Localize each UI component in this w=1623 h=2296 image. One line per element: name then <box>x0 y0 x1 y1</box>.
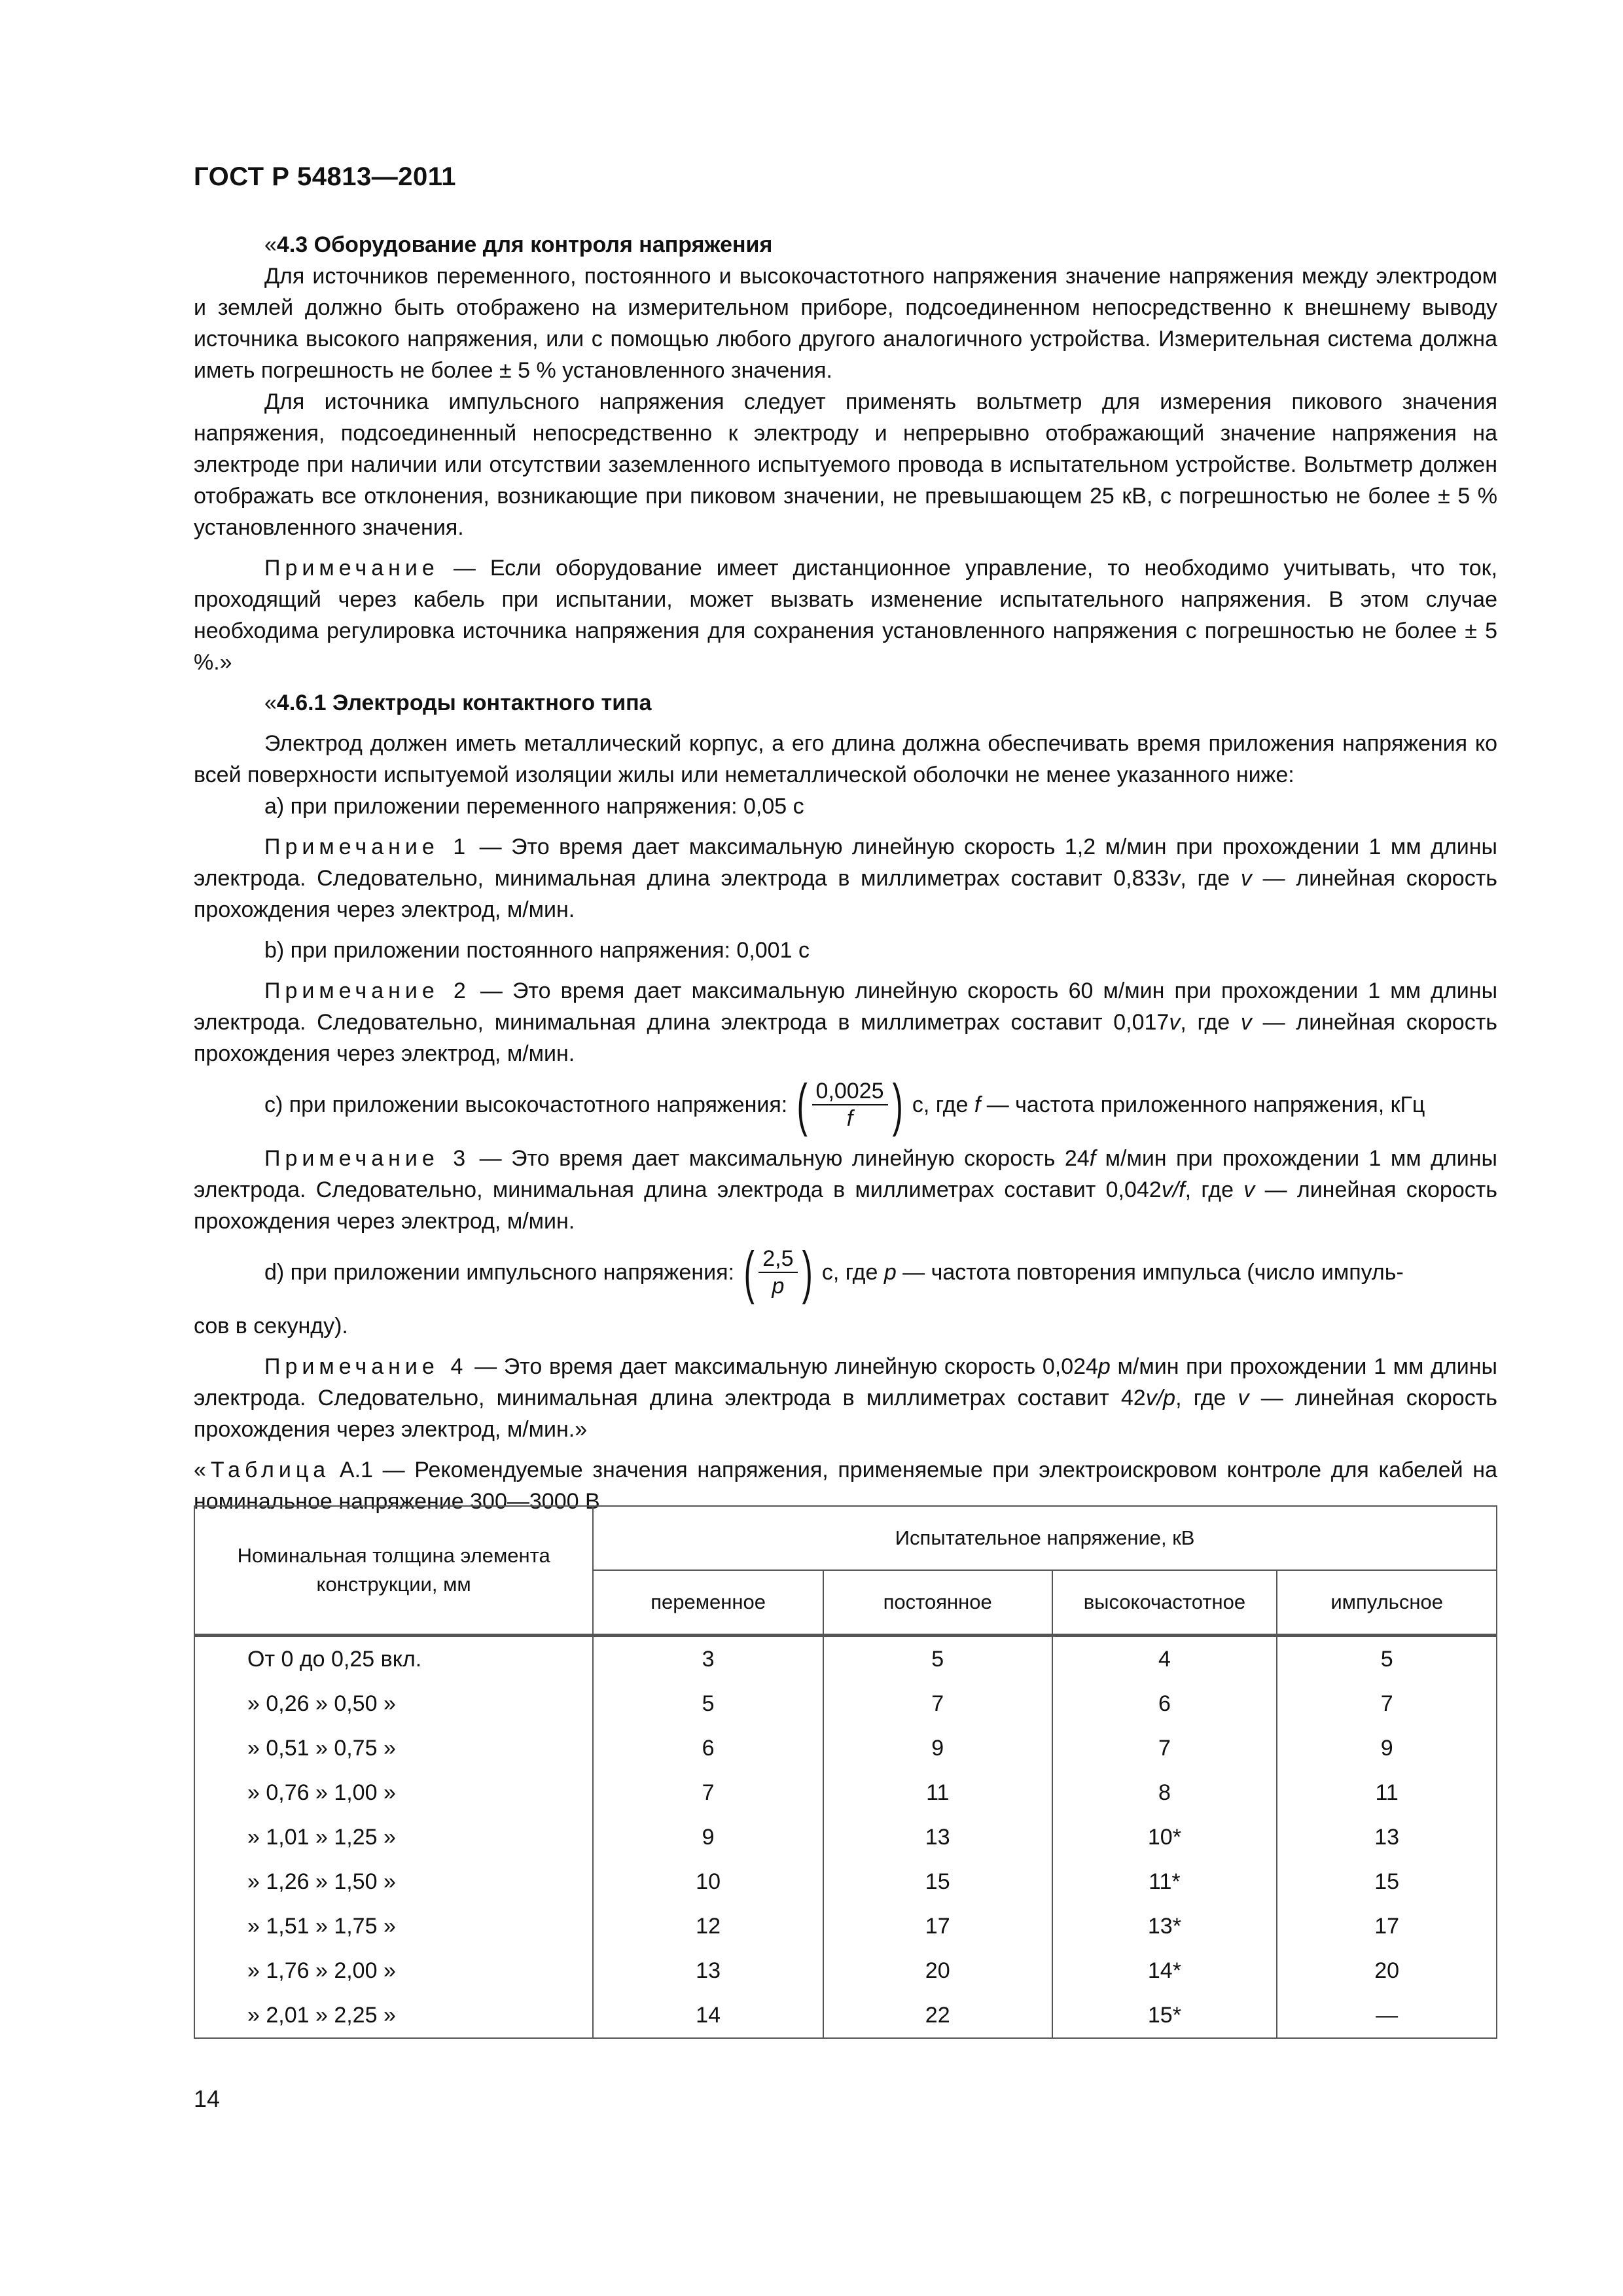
column-header-dc: постоянное <box>823 1570 1052 1636</box>
left-paren-icon: ( <box>796 1072 808 1137</box>
table-row <box>194 1993 1497 2038</box>
cell-dc: 20 <box>823 1948 1052 1993</box>
note-3-label: Примечание 3 <box>264 1146 471 1171</box>
fraction <box>758 1246 797 1299</box>
document-body <box>194 229 1497 1517</box>
section-4-6-1-paragraph: Электрод должен иметь металлический корпус, а его длина должна обеспечивать время приложения напряжения ко всей поверхности испытуемой изоляции жилы или неметаллической оболочки не менее указанного ниже: <box>194 731 1497 787</box>
note-3 <box>194 1143 1497 1237</box>
cell-range: » 1,51 » 1,75 » <box>194 1904 593 1948</box>
table-row <box>194 1636 1497 1682</box>
item-c-tail-text: с, где <box>912 1092 974 1117</box>
section-4-6-1-title <box>194 687 1497 719</box>
cell-hf: 15* <box>1052 1993 1277 2038</box>
item-d-fraction <box>740 1240 817 1304</box>
item-d <box>194 1240 1497 1304</box>
column-header-hf: высокочастотное <box>1052 1570 1277 1636</box>
cell-ac: 6 <box>593 1726 823 1770</box>
cell-range: » 0,26 » 0,50 » <box>194 1681 593 1726</box>
quote-mark: « <box>264 691 277 715</box>
cell-dc: 5 <box>823 1636 1052 1682</box>
note-4-label: Примечание 4 <box>264 1354 468 1379</box>
section-4-3-paragraph-2: Для источника импульсного напряжения следует применять вольтметр для измерения пикового значения напряжения, подсоединенный непосредственно к электроду и непрерывно отображающий значение напряжения на электроде при наличии или отсутствии заземленного испытуемого провода в испытательном устройстве. Вольтметр должен отображать все отклонения, возникающие при пиковом значении, не превышающем 25 кВ, с погрешностью не более ± 5 % установленного значения. <box>194 389 1497 540</box>
cell-hf: 14* <box>1052 1948 1277 1993</box>
cell-hf: 13* <box>1052 1904 1277 1948</box>
table-row <box>194 1726 1497 1770</box>
fraction-numerator: 2,5 <box>758 1246 797 1273</box>
table-caption-label: «Таблица <box>194 1458 330 1482</box>
var-p: p <box>1097 1354 1111 1379</box>
table-row <box>194 1948 1497 1993</box>
cell-hf: 10* <box>1052 1815 1277 1859</box>
right-paren-icon: ) <box>802 1240 813 1304</box>
cell-dc: 7 <box>823 1681 1052 1726</box>
table-row <box>194 1681 1497 1726</box>
cell-ac: 13 <box>593 1948 823 1993</box>
note-1-text: — Это время дает максимальную линейную скорость 1,2 м/мин при прохождении 1 мм длины электрода. Следовательно, минимальная длина электрода в миллиметрах составит 0,833 <box>194 834 1497 891</box>
var-v: v <box>1243 1177 1255 1202</box>
cell-hf: 6 <box>1052 1681 1277 1726</box>
voltage-table <box>194 1505 1497 2039</box>
fraction-numerator: 0,0025 <box>812 1078 888 1105</box>
var-v: v <box>1240 866 1252 891</box>
page-number: 14 <box>194 2085 221 2112</box>
item-d-continuation: сов в секунду). <box>194 1314 348 1338</box>
section-4-3-heading: 4.3 Оборудование для контроля напряжения <box>276 232 773 257</box>
cell-ac: 3 <box>593 1636 823 1682</box>
note-3-text: — линейная скорость прохождения через электрод, м/мин. <box>194 1177 1498 1234</box>
var-v: v <box>1240 1010 1252 1035</box>
cell-range: От 0 до 0,25 вкл. <box>194 1636 593 1682</box>
cell-dc: 22 <box>823 1993 1052 2038</box>
item-d-lead: d) при приложении импульсного напряжения: <box>264 1260 734 1285</box>
cell-ac: 10 <box>593 1859 823 1904</box>
note-4-text: м/мин при прохождении 1 мм длины электрода. Следовательно, минимальная длина электрода в миллиметрах составит 42 <box>194 1354 1497 1410</box>
section-4-3-title <box>194 229 1497 260</box>
cell-dc: 11 <box>823 1770 1052 1815</box>
fraction <box>812 1078 888 1132</box>
var-p: p <box>883 1260 897 1285</box>
section-4-6-1-heading: 4.6.1 Электроды контактного типа <box>276 691 652 715</box>
var-vp: v/p <box>1145 1386 1176 1410</box>
note-text: — Если оборудование имеет дистанционное управление, то необходимо учитывать, что ток, проходящий через кабель при испытании, может вызвать изменение испытательного напряжения. В этом случае необходима регулировка источника напряжения для сохранения установленного напряжения с погрешностью не более ± 5 %.» <box>194 556 1497 675</box>
note-2-label: Примечание 2 <box>264 978 471 1003</box>
item-d-tail <box>822 1257 1404 1288</box>
cell-hf: 8 <box>1052 1770 1277 1815</box>
note-2-text: , где <box>1180 1010 1241 1035</box>
note-4-text: — Это время дает максимальную линейную скорость 0,024 <box>467 1354 1098 1379</box>
cell-range: » 0,51 » 0,75 » <box>194 1726 593 1770</box>
item-d-tail-text: — частота повторения импульса (число импуль- <box>896 1260 1404 1285</box>
item-b: b) при приложении постоянного напряжения: 0,001 с <box>264 938 810 963</box>
item-c-tail <box>912 1089 1425 1121</box>
note-4-text: , где <box>1175 1386 1238 1410</box>
note-1-text: — линейная скорость прохождения через электрод, м/мин. <box>194 866 1498 922</box>
cell-ac: 9 <box>593 1815 823 1859</box>
item-d-tail-text: с, где <box>821 1260 884 1285</box>
cell-range: » 2,01 » 2,25 » <box>194 1993 593 2038</box>
var-v: v <box>1238 1386 1249 1410</box>
column-header-imp: импульсное <box>1277 1570 1497 1636</box>
cell-range: » 1,01 » 1,25 » <box>194 1815 593 1859</box>
cell-dc: 15 <box>823 1859 1052 1904</box>
cell-range: » 1,26 » 1,50 » <box>194 1859 593 1904</box>
cell-dc: 17 <box>823 1904 1052 1948</box>
column-header-group: Испытательное напряжение, кВ <box>593 1506 1497 1570</box>
quote-mark: « <box>264 232 277 257</box>
cell-imp: 5 <box>1277 1636 1497 1682</box>
cell-imp: 13 <box>1277 1815 1497 1859</box>
note-2 <box>194 975 1497 1069</box>
table-row <box>194 1859 1497 1904</box>
var-v: v <box>1169 1010 1181 1035</box>
table-row <box>194 1770 1497 1815</box>
cell-imp: 15 <box>1277 1859 1497 1904</box>
cell-imp: 9 <box>1277 1726 1497 1770</box>
note-2-text: — Это время дает максимальную линейную скорость 60 м/мин при прохождении 1 мм длины электрода. Следовательно, минимальная длина электрода в миллиметрах составит 0,017 <box>194 978 1498 1035</box>
note-1 <box>194 831 1497 925</box>
note-4-text: — линейная скорость прохождения через электрод, м/мин.» <box>194 1386 1497 1442</box>
cell-hf: 11* <box>1052 1859 1277 1904</box>
var-f: f <box>974 1092 981 1117</box>
note-3-text: — Это время дает максимальную линейную скорость 24 <box>470 1146 1090 1171</box>
cell-ac: 12 <box>593 1904 823 1948</box>
cell-ac: 5 <box>593 1681 823 1726</box>
section-4-3-note <box>194 552 1497 678</box>
cell-range: » 0,76 » 1,00 » <box>194 1770 593 1815</box>
section-4-3-paragraph-1: Для источников переменного, постоянного и высокочастотного напряжения значение напряжения между электродом и землей должно быть отображено на измерительном приборе, подсоединенном непосредственно к внешнему выводу источника высокого напряжения, или с помощью любого другого аналогичного устройства. Измерительная система должна иметь погрешность не более ± 5 % установленного значения. <box>194 264 1497 383</box>
cell-hf: 7 <box>1052 1726 1277 1770</box>
item-c-lead: c) при приложении высокочастотного напряжения: <box>264 1092 788 1117</box>
item-c <box>194 1072 1497 1137</box>
cell-dc: 13 <box>823 1815 1052 1859</box>
cell-imp: 11 <box>1277 1770 1497 1815</box>
right-paren-icon: ) <box>892 1072 903 1137</box>
note-2-text: — линейная скорость прохождения через электрод, м/мин. <box>194 1010 1498 1066</box>
cell-ac: 7 <box>593 1770 823 1815</box>
column-header-ac: переменное <box>593 1570 823 1636</box>
note-4 <box>194 1351 1497 1445</box>
cell-imp: 7 <box>1277 1681 1497 1726</box>
table-row <box>194 1815 1497 1859</box>
note-1-label: Примечание 1 <box>264 834 471 859</box>
note-label: Примечание <box>264 556 439 581</box>
column-header-thickness: Номинальная толщина элемента конструкции, мм <box>194 1506 593 1636</box>
cell-ac: 14 <box>593 1993 823 2038</box>
fraction-denominator: p <box>772 1274 785 1299</box>
cell-imp: 17 <box>1277 1904 1497 1948</box>
cell-dc: 9 <box>823 1726 1052 1770</box>
note-1-text: , где <box>1180 866 1241 891</box>
item-a: a) при приложении переменного напряжения: 0,05 с <box>264 794 804 819</box>
cell-imp: — <box>1277 1993 1497 2038</box>
item-c-fraction <box>793 1072 907 1137</box>
cell-hf: 4 <box>1052 1636 1277 1682</box>
left-paren-icon: ( <box>743 1240 755 1304</box>
var-vf: v/f <box>1161 1177 1185 1202</box>
item-c-tail-text: — частота приложенного напряжения, кГц <box>980 1092 1425 1117</box>
document-header: ГОСТ Р 54813—2011 <box>194 162 456 191</box>
fraction-denominator: f <box>846 1106 853 1131</box>
table-row <box>194 1904 1497 1948</box>
cell-imp: 20 <box>1277 1948 1497 1993</box>
cell-range: » 1,76 » 2,00 » <box>194 1948 593 1993</box>
note-3-text: м/мин при прохождении 1 мм длины электрода. Следовательно, минимальная длина электрода в миллиметрах составит 0,042 <box>194 1146 1497 1202</box>
note-3-text: , где <box>1185 1177 1244 1202</box>
var-v: v <box>1169 866 1181 891</box>
table-caption-text: А.1 — Рекомендуемые значения напряжения, применяемые при электроискровом контроле для кабелей на номинальное напряжение 300—3000 В <box>194 1458 1497 1514</box>
var-f: f <box>1089 1146 1096 1171</box>
